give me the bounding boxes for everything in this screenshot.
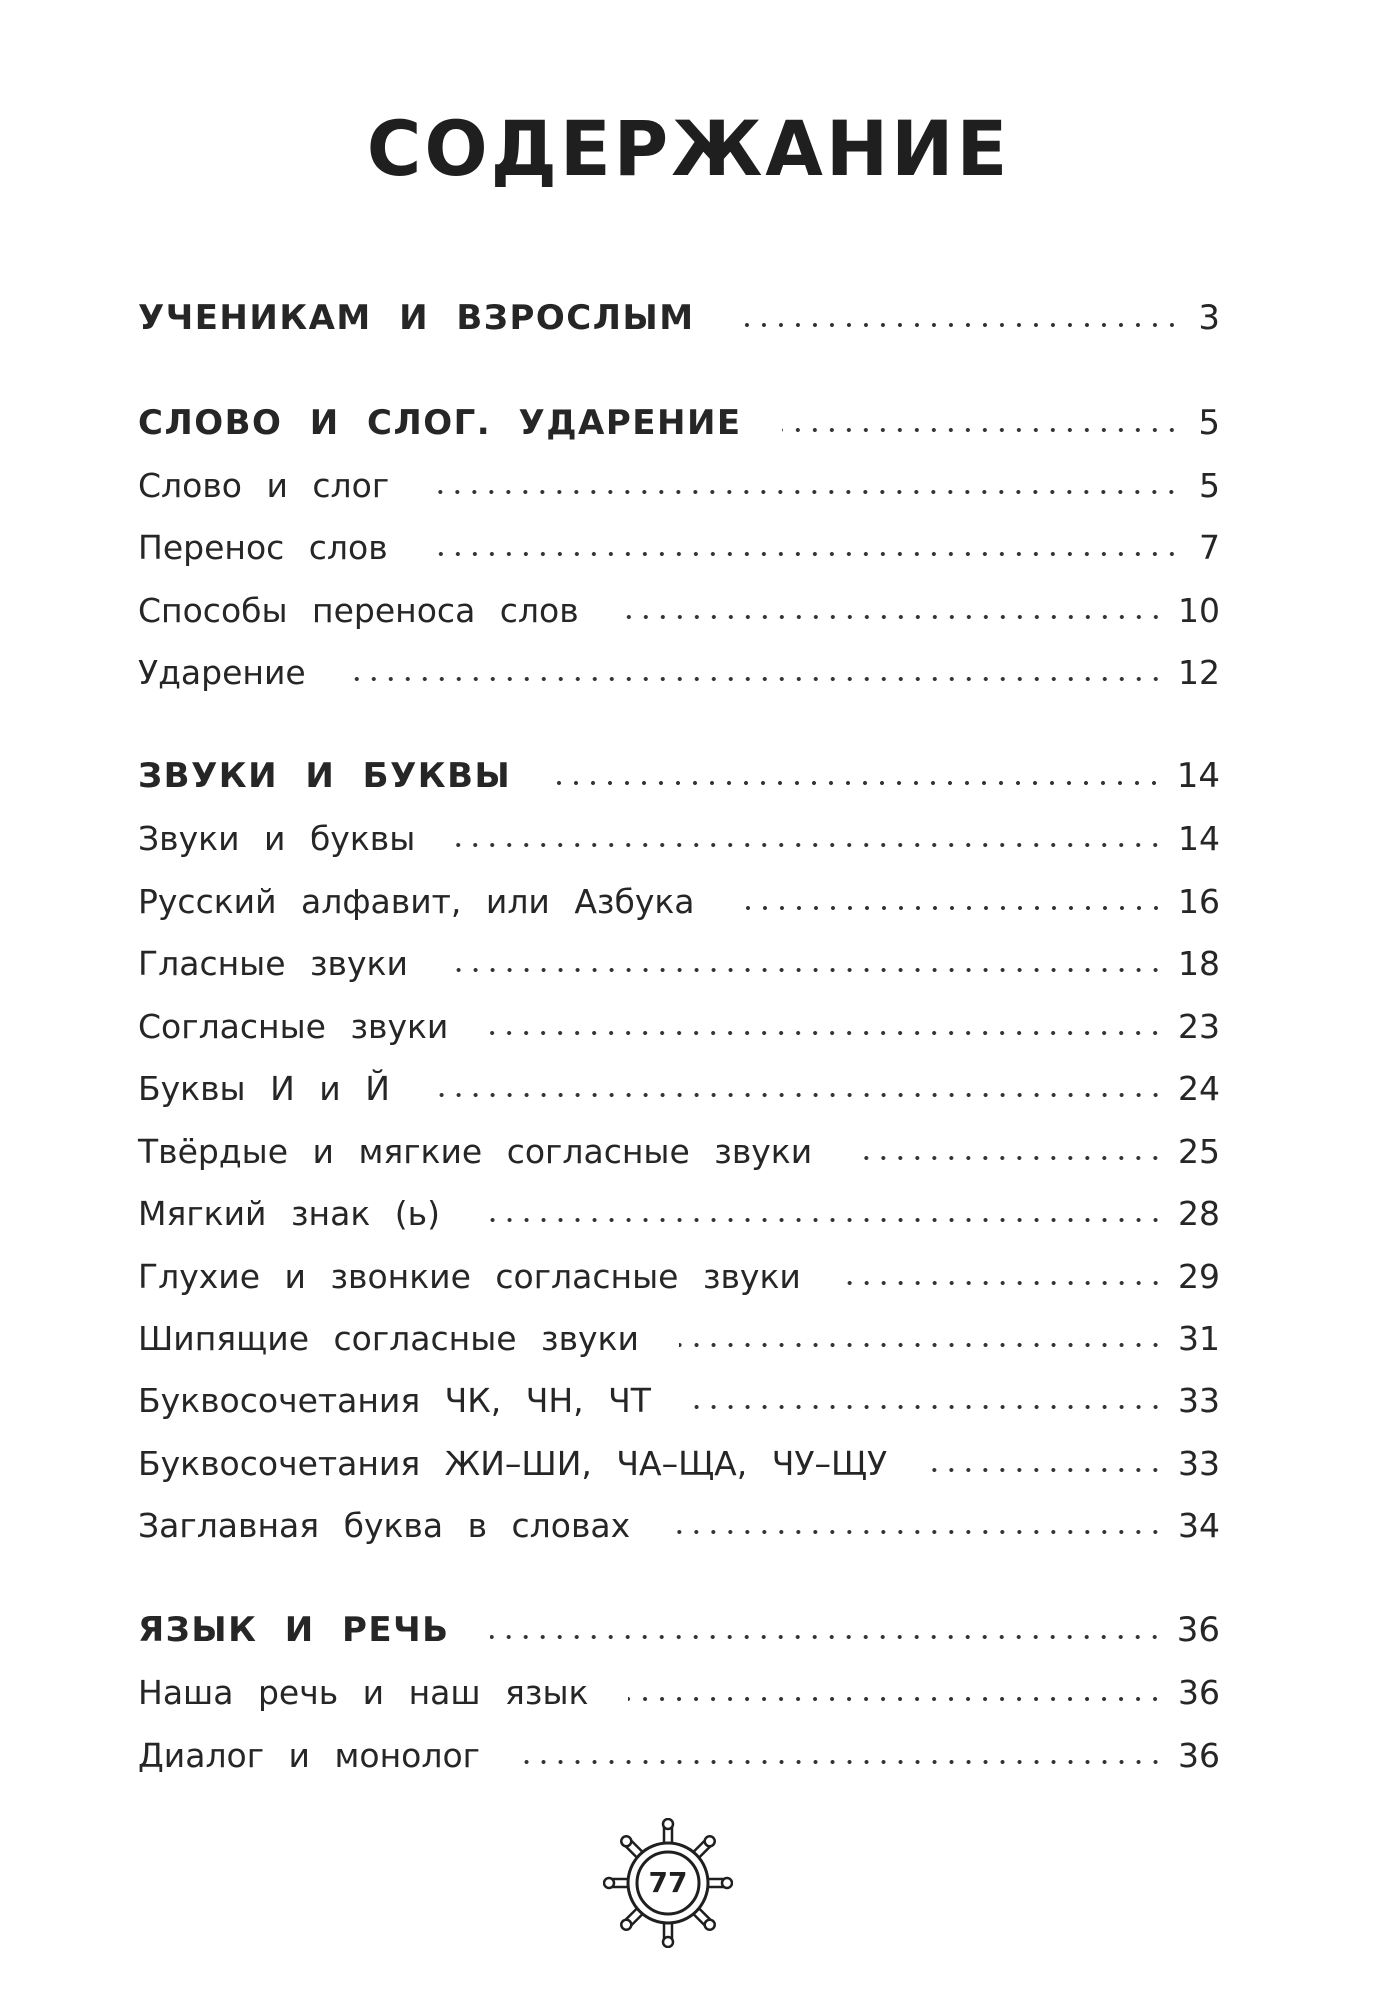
- toc-page: 25: [1178, 1131, 1220, 1171]
- toc-section[interactable]: [138, 288, 1220, 348]
- toc-item[interactable]: [138, 1725, 1220, 1785]
- toc-title: Ударение: [138, 652, 306, 692]
- toc-item[interactable]: [138, 1662, 1220, 1722]
- toc-item[interactable]: [138, 933, 1220, 993]
- toc-page: 29: [1178, 1256, 1220, 1296]
- toc-page: 14: [1178, 818, 1220, 858]
- toc-page: 12: [1178, 652, 1220, 692]
- toc-title: Способы переноса слов: [138, 590, 579, 630]
- toc-page: 36: [1176, 1610, 1220, 1650]
- toc-page: 34: [1178, 1505, 1220, 1545]
- dot-leader: [429, 489, 1180, 495]
- toc-title: ЗВУКИ И БУКВЫ: [138, 756, 512, 796]
- toc-page: 5: [1198, 403, 1220, 443]
- toc-section[interactable]: [138, 1600, 1220, 1660]
- toc-page: 36: [1178, 1735, 1220, 1775]
- toc-title: Мягкий знак (ь): [138, 1193, 440, 1233]
- toc-title: Слово и слог: [138, 465, 390, 505]
- dot-leader: [448, 967, 1164, 973]
- page-number: 77: [648, 1866, 688, 1899]
- toc-item[interactable]: [138, 1183, 1220, 1243]
- dot-leader: [428, 551, 1180, 557]
- toc-page: 3: [1198, 298, 1220, 338]
- toc-item[interactable]: [138, 996, 1220, 1056]
- dot-leader: [430, 1092, 1164, 1098]
- dot-leader: [670, 1529, 1164, 1535]
- toc-title: Шипящие согласные звуки: [138, 1318, 639, 1358]
- toc-page: 36: [1178, 1672, 1220, 1712]
- toc-title: Русский алфавит, или Азбука: [138, 881, 695, 921]
- toc-page: 31: [1178, 1318, 1220, 1358]
- dot-leader: [551, 780, 1163, 786]
- toc-title: Перенос слов: [138, 527, 388, 567]
- toc-title: Твёрдые и мягкие согласные звуки: [138, 1131, 813, 1171]
- toc-item[interactable]: [138, 1433, 1220, 1493]
- toc-title: Заглавная буква в словах: [138, 1505, 631, 1545]
- toc-title: Буквосочетания ЖИ–ШИ, ЧА–ЩА, ЧУ–ЩУ: [138, 1443, 888, 1483]
- toc-item[interactable]: [138, 517, 1220, 577]
- toc-page: 16: [1178, 881, 1220, 921]
- toc-title: Глухие и звонкие согласные звуки: [138, 1256, 801, 1296]
- toc-page: 7: [1199, 527, 1220, 567]
- toc-title: Буквы И и Й: [138, 1068, 390, 1108]
- dot-leader: [490, 1634, 1163, 1640]
- toc-page: 10: [1178, 590, 1220, 630]
- dot-leader: [927, 1467, 1164, 1473]
- dot-leader: [691, 1404, 1164, 1410]
- toc-item[interactable]: [138, 580, 1220, 640]
- toc-item[interactable]: [138, 642, 1220, 702]
- toc-item[interactable]: [138, 1246, 1220, 1306]
- toc-item[interactable]: [138, 1370, 1220, 1430]
- dot-leader: [852, 1155, 1164, 1161]
- toc-page: 28: [1178, 1193, 1220, 1233]
- toc-item[interactable]: [138, 1308, 1220, 1368]
- toc-title: СЛОВО И СЛОГ. УДАРЕНИЕ: [138, 403, 742, 443]
- toc-title: Буквосочетания ЧК, ЧН, ЧТ: [138, 1380, 651, 1420]
- toc-page: 23: [1178, 1006, 1220, 1046]
- dot-leader: [735, 905, 1164, 911]
- dot-leader: [480, 1217, 1164, 1223]
- toc-item[interactable]: [138, 1121, 1220, 1181]
- toc-page: 24: [1178, 1068, 1220, 1108]
- toc-title: УЧЕНИКАМ И ВЗРОСЛЫМ: [138, 298, 695, 338]
- toc-page: 18: [1178, 943, 1220, 983]
- toc-item[interactable]: [138, 1058, 1220, 1118]
- dot-leader: [488, 1030, 1164, 1036]
- dot-leader: [628, 1696, 1164, 1702]
- toc-section[interactable]: [138, 393, 1220, 453]
- toc-title: Гласные звуки: [138, 943, 408, 983]
- dot-leader: [679, 1342, 1164, 1348]
- toc-page: 14: [1176, 756, 1220, 796]
- dot-leader: [346, 676, 1164, 682]
- toc-section[interactable]: [138, 746, 1220, 806]
- dot-leader: [520, 1759, 1164, 1765]
- dot-leader: [782, 427, 1180, 433]
- toc-page: 33: [1178, 1443, 1220, 1483]
- toc-title: Диалог и монолог: [138, 1735, 480, 1775]
- toc-item[interactable]: [138, 808, 1220, 868]
- dot-leader: [455, 842, 1164, 848]
- dot-leader: [619, 614, 1164, 620]
- page-title: СОДЕРЖАНИЕ: [366, 104, 1011, 193]
- toc-title: Звуки и буквы: [138, 818, 416, 858]
- toc-item[interactable]: [138, 455, 1220, 515]
- dot-leader: [841, 1280, 1164, 1286]
- toc-title: Наша речь и наш язык: [138, 1672, 589, 1712]
- toc-title: Согласные звуки: [138, 1006, 449, 1046]
- toc-item[interactable]: [138, 871, 1220, 931]
- toc-title: ЯЗЫК И РЕЧЬ: [138, 1610, 450, 1650]
- toc-page: 33: [1178, 1380, 1220, 1420]
- dot-leader: [735, 322, 1180, 328]
- toc-page: 5: [1199, 465, 1220, 505]
- toc-item[interactable]: [138, 1495, 1220, 1555]
- page-number-badge: [603, 1818, 733, 1948]
